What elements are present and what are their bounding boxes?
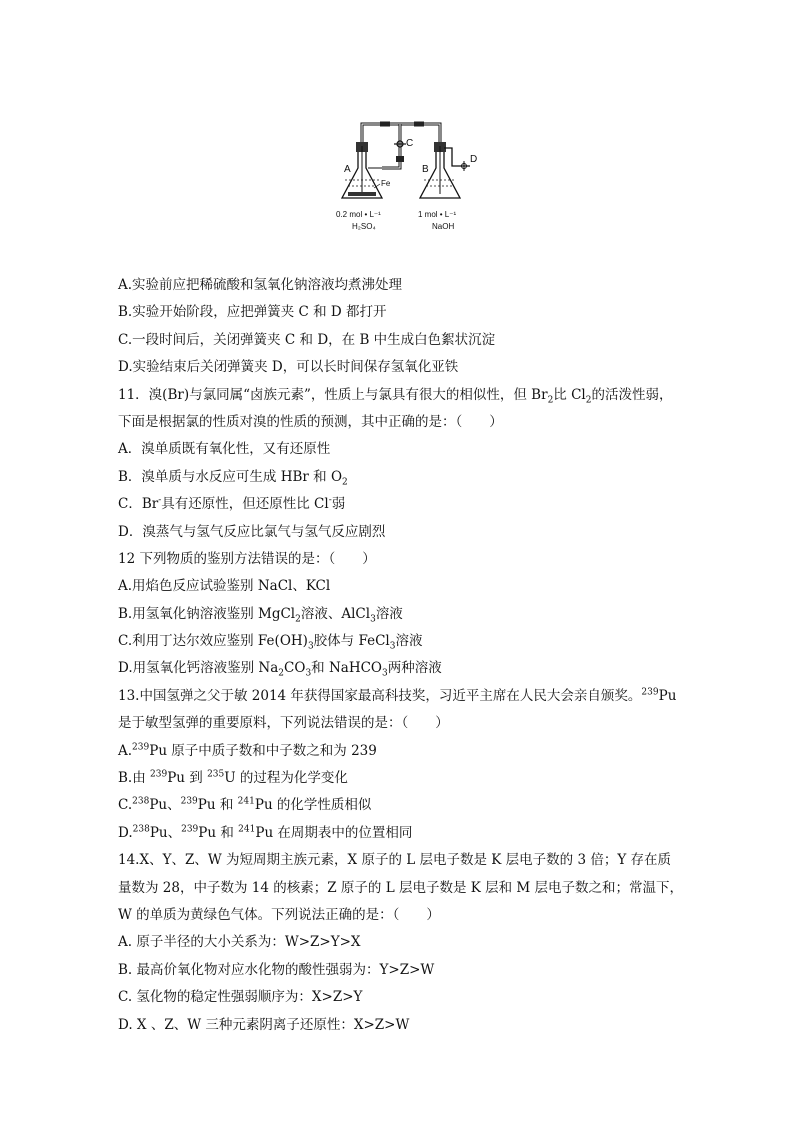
text-line [118, 820, 758, 847]
text-segment: 12 下列物质的鉴别方法错误的是：（ ） [118, 550, 376, 567]
text-segment: C．Br [118, 496, 159, 513]
text-line [118, 929, 758, 956]
text-segment: D. X 、Z、W 三种元素阴离子还原性：X>Z>W [118, 1016, 410, 1033]
text-segment: CO [284, 660, 306, 677]
superscript: 239 [641, 687, 659, 698]
text-line [118, 299, 758, 326]
text-segment: A．溴单质既有氧化性，又有还原性 [118, 441, 331, 458]
text-segment: 14.X、Y、Z、W 为短周期主族元素，X 原子的 L 层电子数是 K 层电子数的 3 倍；Y 存在质 [118, 852, 672, 869]
flask-a-solution: H₂SO₄ [352, 222, 376, 231]
flask-a-concentration: 0.2 mol • L⁻¹ [336, 210, 381, 219]
text-segment: A. 原子半径的大小关系为：W>Z>Y>X [118, 934, 361, 951]
text-segment: Pu 原子中质子数和中子数之和为 239 [149, 742, 377, 759]
text-segment: 溶液、AlCl [300, 605, 371, 622]
text-line [118, 272, 758, 299]
superscript: 239 [180, 796, 198, 807]
text-segment: D．溴蒸气与氢气反应比氯气与氢气反应剧烈 [118, 523, 386, 540]
text-segment: 13.中国氢弹之父于敏 2014 年获得国家最高科技奖，习近平主席在人民大会亲自颁奖。 [118, 687, 642, 704]
text-segment: Pu、 [149, 797, 181, 814]
text-segment: Pu 和 [198, 824, 239, 841]
text-segment: 11．溴(Br)与氯同属“卤族元素”，性质上与氯具有很大的相似性，但 Br [118, 386, 548, 403]
text-segment: C.一段时间后，关闭弹簧夹 C 和 D，在 B 中生成白色絮状沉淀 [118, 331, 496, 348]
text-line [118, 628, 758, 655]
text-segment: A.实验前应把稀硫酸和氢氧化钠溶液均煮沸处理 [118, 277, 403, 293]
text-segment: Pu 在周期表中的位置相同 [255, 824, 413, 841]
text-line [118, 683, 758, 710]
text-line [118, 847, 758, 874]
flask-b-solution: NaOH [432, 222, 455, 231]
text-line [118, 573, 758, 600]
text-segment: 下面是根据氯的性质对溴的性质的预测，其中正确的是：（ ） [118, 413, 503, 430]
rubber-tube-joint [414, 122, 424, 127]
text-segment: Pu 和 [197, 797, 238, 814]
text-line [118, 491, 758, 518]
text-segment: Pu 的化学性质相似 [254, 797, 372, 814]
text-line [118, 382, 758, 409]
text-segment: W 的单质为黄绿色气体。下列说法正确的是：（ ） [118, 906, 440, 923]
text-segment: A.用焰色反应试验鉴别 NaCl、KCl [118, 578, 331, 595]
text-segment: Pu [658, 687, 677, 704]
text-segment: D.实验结束后关闭弹簧夹 D，可以长时间保存氢氧化亚铁 [118, 359, 459, 376]
text-segment: A. [118, 742, 133, 759]
text-segment: 的活泼性弱， [591, 386, 673, 403]
question-text-block [118, 272, 758, 1039]
text-segment: 量数为 28，中子数为 14 的核素；Z 原子的 L 层电子数是 K 层和 M 层电子数之和；常温下， [118, 879, 684, 896]
iron-filings [348, 192, 376, 196]
text-segment: 比 Cl [553, 386, 586, 403]
subscript: 3 [307, 641, 314, 652]
text-line [118, 655, 758, 682]
rubber-tube-joint [396, 156, 404, 162]
text-segment: D.用氢氧化钙溶液鉴别 Na [118, 660, 279, 677]
label-c: C [406, 138, 414, 149]
superscript: 235 [207, 769, 225, 780]
text-segment: U 的过程为化学变化 [224, 770, 348, 787]
superscript: 241 [238, 824, 256, 835]
text-line [118, 436, 758, 463]
subscript: 3 [305, 669, 312, 680]
text-line [118, 464, 758, 491]
superscript: - [158, 495, 162, 506]
superscript: 238 [132, 796, 150, 807]
superscript: 239 [132, 742, 150, 753]
rubber-tube-joint [380, 122, 390, 127]
subscript: 3 [382, 669, 388, 680]
text-segment: 具有还原性，但还原性比 Cl [161, 496, 329, 513]
text-segment: B.用氢氧化钠溶液鉴别 MgCl [118, 605, 296, 622]
superscript: 238 [132, 824, 150, 835]
label-d: D [470, 154, 478, 165]
text-line [118, 354, 758, 381]
text-segment: C. [118, 797, 133, 814]
text-line [118, 984, 758, 1011]
label-b: B [422, 164, 429, 175]
subscript: 2 [278, 669, 285, 680]
text-line [118, 327, 758, 354]
superscript: - [328, 495, 332, 506]
flask-b-concentration: 1 mol • L⁻¹ [418, 210, 457, 219]
text-segment: B.由 [118, 770, 151, 787]
superscript: 241 [237, 796, 255, 807]
label-a: A [344, 164, 351, 175]
text-segment: 是于敏型氢弹的重要原料，下列说法错误的是：（ ） [118, 715, 449, 732]
superscript: 239 [150, 769, 168, 780]
subscript: 3 [389, 641, 396, 652]
text-segment: D. [118, 824, 133, 841]
subscript: 2 [295, 614, 301, 625]
text-line [118, 738, 758, 765]
subscript: 2 [342, 477, 348, 488]
subscript: 3 [370, 614, 376, 625]
text-segment: C. 氢化物的稳定性强弱顺序为：X>Z>Y [118, 989, 363, 1006]
text-line [118, 957, 758, 984]
text-segment: 溶液 [375, 605, 403, 622]
text-line [118, 792, 758, 819]
subscript: 2 [547, 395, 554, 406]
text-segment: 胶体与 FeCl [313, 633, 390, 650]
text-segment: Pu、 [149, 824, 182, 841]
outlet-tube-d [444, 148, 470, 166]
subscript: 2 [585, 395, 592, 406]
text-segment: 和 NaHCO [311, 660, 382, 677]
text-segment: B．溴单质与水反应可生成 HBr 和 O [118, 468, 343, 485]
apparatus-svg [330, 116, 480, 238]
text-line [118, 875, 758, 902]
text-segment: B. 最高价氧化物对应水化物的酸性强弱为：Y>Z>W [118, 961, 435, 978]
text-line [118, 1012, 758, 1039]
text-line [118, 546, 758, 573]
label-fe: Fe [381, 179, 391, 188]
apparatus-diagram [330, 116, 480, 238]
superscript: 239 [181, 824, 199, 835]
text-segment: Pu 到 [167, 770, 208, 787]
text-line [118, 765, 758, 792]
text-segment: 溶液 [395, 633, 423, 650]
text-line [118, 902, 758, 929]
text-segment: C.利用丁达尔效应鉴别 Fe(OH) [118, 633, 308, 650]
text-segment: 弱 [331, 496, 346, 513]
text-line [118, 519, 758, 546]
text-line [118, 409, 758, 436]
text-line [118, 601, 758, 628]
text-segment: 两种溶液 [387, 660, 442, 677]
text-segment: B.实验开始阶段，应把弹簧夹 C 和 D 都打开 [118, 304, 387, 321]
text-line [118, 710, 758, 737]
